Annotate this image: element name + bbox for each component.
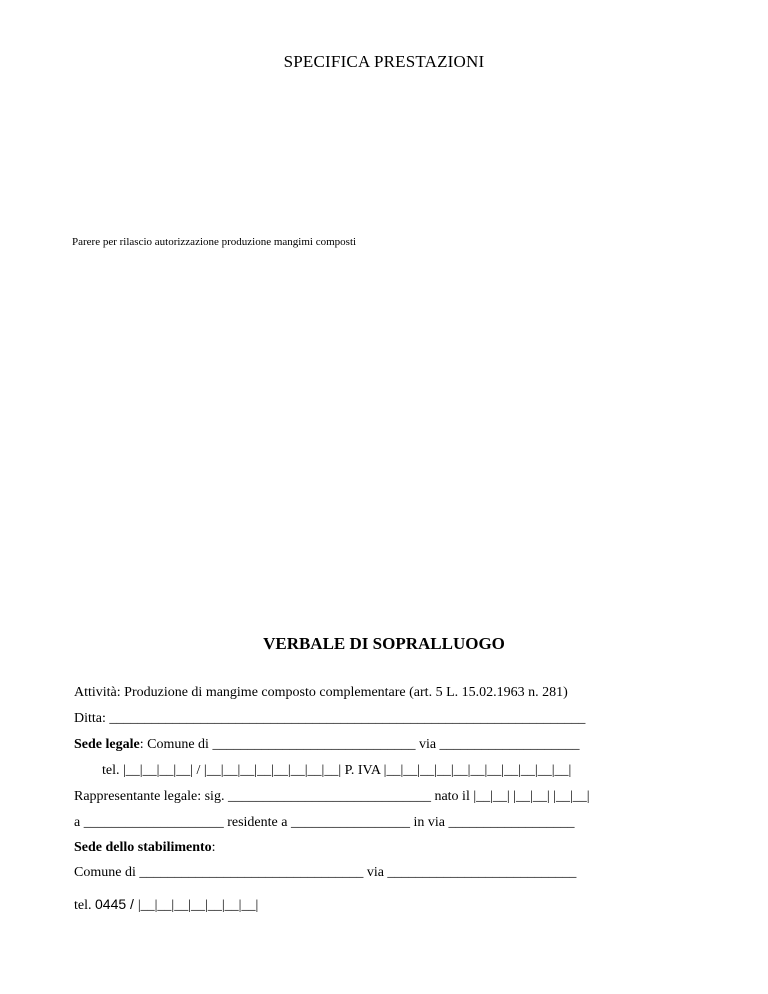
- tel-area-code: 0445 /: [95, 896, 138, 912]
- tel-prefix: tel.: [74, 898, 95, 913]
- verbale-title: VERBALE DI SOPRALLUOGO: [263, 634, 505, 653]
- document-subtitle: Parere per rilascio autorizzazione produzione mangimi composti: [72, 236, 357, 248]
- page-title: SPECIFICA PRESTAZIONI: [283, 52, 485, 71]
- attivita-line: Attività: Produzione di mangime composto complementare (art. 5 L. 15.02.1963 n. 281): [74, 685, 568, 700]
- ditta-field: Ditta: ____________________________________________________________________: [74, 711, 586, 726]
- sede-stabilimento-heading: [74, 840, 216, 856]
- comune-stabilimento-line: Comune di ________________________________ via ___________________________: [74, 865, 577, 880]
- sede-legale-fields: : Comune di _____________________________ via ____________________: [139, 737, 580, 752]
- tel-stabilimento-line: [74, 896, 258, 914]
- tel-piva-line: tel. |__|__|__|__| / |__|__|__|__|__|__|__|__| P. IVA |__|__|__|__|__|__|__|__|__|__|__|: [102, 763, 572, 778]
- tel-boxes: |__|__|__|__|__|__|__|: [137, 898, 259, 913]
- rappresentante-line: Rappresentante legale: sig. _____________________________ nato il |__|__| |__|__| |__|__|: [74, 789, 590, 804]
- sede-stabilimento-colon: :: [211, 840, 216, 855]
- sede-legale-line: [74, 737, 580, 753]
- residenza-line: a ____________________ residente a _________________ in via __________________: [74, 815, 575, 830]
- sede-stabilimento-label: Sede dello stabilimento: [74, 840, 212, 855]
- sede-legale-label: Sede legale: [74, 737, 140, 752]
